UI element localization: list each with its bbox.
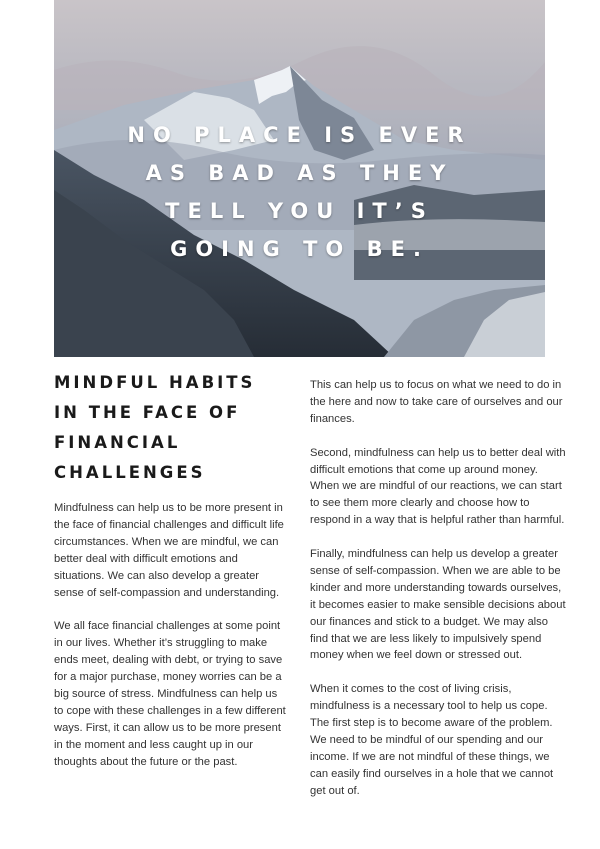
quote-line: GOING TO BE.: [170, 237, 429, 261]
article-heading: [54, 368, 294, 488]
paragraph: We all face financial challenges at some point in our lives. Whether it’s struggling to make ends meet, dealing with debt, or trying to save for a major purchase, money worries can be a big source of stress. Mindfulness can help us to cope with these challenges in a few different ways. First, it can allow us to be more present in the moment and less caught up in our thoughts about the future or the past.: [54, 620, 286, 768]
heading-line: FINANCIAL: [54, 433, 181, 452]
hero-quote: [54, 116, 545, 268]
paragraph: When it comes to the cost of living crisis, mindfulness is a necessary tool to help us cope. The first step is to become aware of the problem. We need to be mindful of our spending and our income. If we are not mindful of these things, we can easily find ourselves in a hole that we cannot get out of.: [310, 683, 554, 797]
hero-image: [54, 0, 545, 357]
left-column: [54, 500, 286, 787]
quote-line: AS BAD AS THEY: [145, 161, 454, 185]
heading-line: CHALLENGES: [54, 463, 206, 482]
paragraph: Mindfulness can help us to be more present in the face of financial challenges and difficult life circumstances. When we are mindful, we can better deal with difficult emotions and situations. We can also develop a greater sense of self-compassion and understanding.: [54, 502, 284, 599]
paragraph: This can help us to focus on what we need to do in the here and now to take care of ourselves and our finances.: [310, 379, 563, 425]
paragraph: Second, mindfulness can help us to better deal with difficult emotions that come up around money. When we are mindful of our reactions, we can start to see them more clearly and choose how to respond in a way that is helpful rather than harmful.: [310, 446, 566, 527]
paragraph: Finally, mindfulness can help us develop a greater sense of self-compassion. When we are able to be kinder and more understanding towards ourselves, it becomes easier to make sensible decisions about our finances and stick to a budget. We may also find that we are less likely to impulsively spend money when we feel down or stressed out.: [310, 548, 566, 662]
right-column: [310, 377, 566, 817]
heading-line: MINDFUL HABITS: [54, 373, 256, 392]
heading-line: IN THE FACE OF: [54, 403, 241, 422]
quote-line: NO PLACE IS EVER: [127, 123, 472, 147]
quote-line: TELL YOU IT’S: [165, 199, 434, 223]
